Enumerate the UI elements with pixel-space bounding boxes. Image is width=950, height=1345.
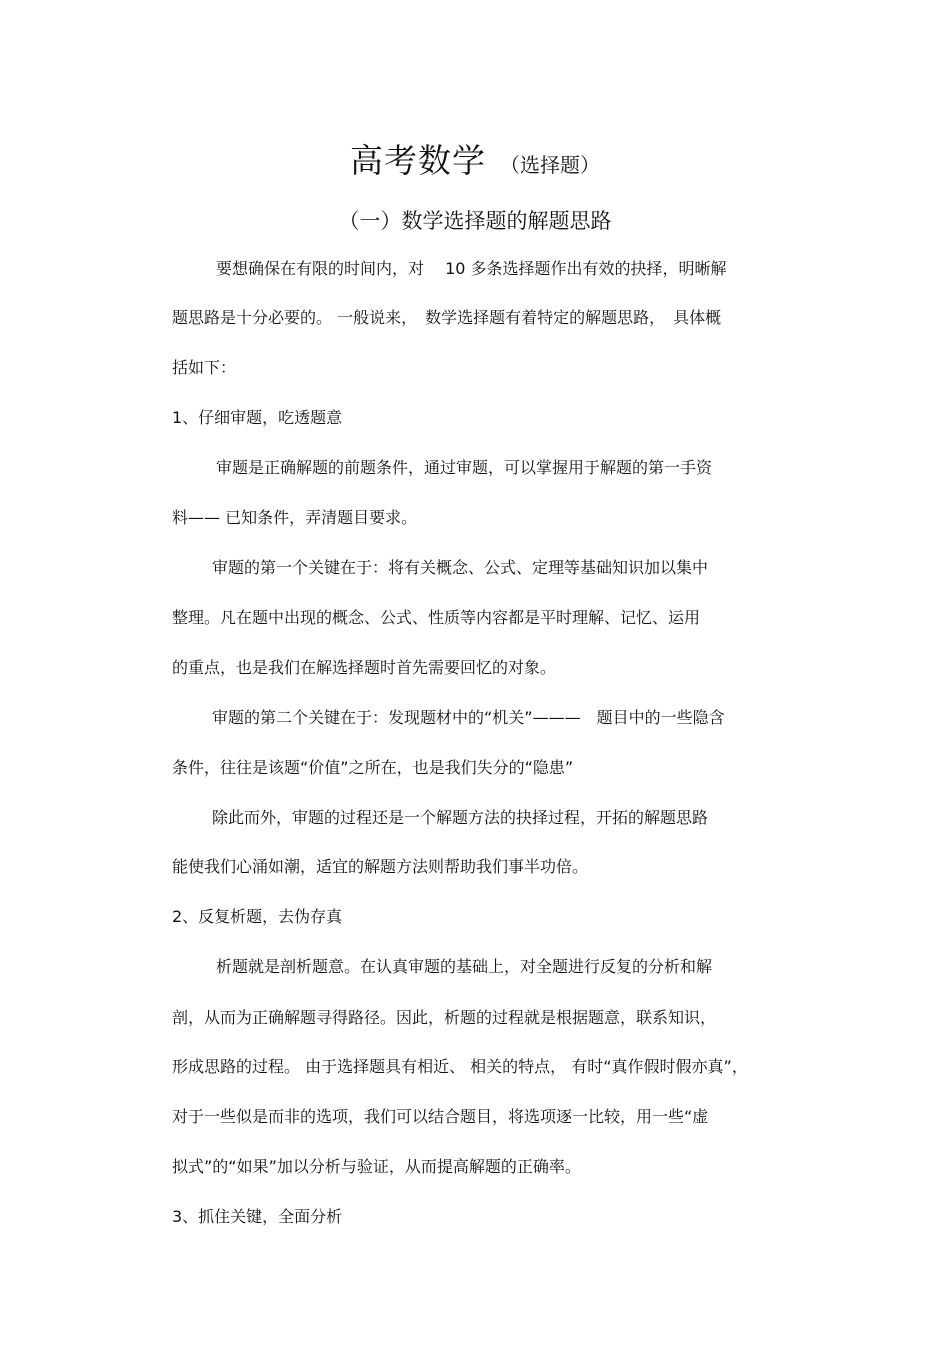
list-heading: 3、抓住关键，全面分析 (172, 1207, 343, 1226)
paragraph-line: 料—— 已知条件，弄清题目要求。 (172, 508, 418, 527)
list-heading: 2、反复析题，去伪存真 (172, 907, 343, 926)
list-heading: 1、仔细审题，吃透题意 (172, 408, 343, 427)
paragraph-line: 整理。凡在题中出现的概念、公式、性质等内容都是平时理解、记忆、运用 (172, 608, 701, 627)
title-sub: （选择题） (500, 153, 600, 177)
paragraph-line: 能使我们心涌如潮，适宜的解题方法则帮助我们事半功倍。 (172, 857, 589, 876)
page-title (0, 135, 950, 182)
paragraph-line: 剖，从而为正确解题寻得路径。因此，析题的过程就是根据题意，联系知识， (172, 1008, 717, 1027)
title-main: 高考数学 (350, 141, 486, 180)
paragraph-line: 题思路是十分必要的。 一般说来， 数学选择题有着特定的解题思路， 具体概 (172, 308, 722, 327)
paragraph-line: 形成思路的过程。 由于选择题具有相近、 相关的特点， 有时“真作假时假亦真”， (172, 1057, 748, 1076)
paragraph-line: 要想确保在有限的时间内，对 10 多条选择题作出有效的抉择，明晰解 (216, 259, 727, 278)
section-heading: （一）数学选择题的解题思路 (338, 209, 612, 233)
paragraph-line: 审题是正确解题的前题条件，通过审题，可以掌握用于解题的第一手资 (216, 458, 713, 477)
paragraph-line: 条件，往往是该题“价值”之所在，也是我们失分的“隐患” (172, 758, 574, 777)
paragraph-line: 对于一些似是而非的选项，我们可以结合题目，将选项逐一比较，用一些“虚 (172, 1107, 709, 1126)
paragraph-line: 析题就是剖析题意。在认真审题的基础上，对全题进行反复的分析和解 (216, 957, 713, 976)
paragraph-line: 审题的第二个关键在于：发现题材中的“机关”——— 题目中的一些隐含 (212, 708, 725, 727)
paragraph-line: 除此而外，审题的过程还是一个解题方法的抉择过程，开拓的解题思路 (212, 808, 709, 827)
paragraph-line: 的重点，也是我们在解选择题时首先需要回忆的对象。 (172, 658, 557, 677)
paragraph-line: 审题的第一个关键在于：将有关概念、公式、定理等基础知识加以集中 (212, 558, 709, 577)
paragraph-line: 拟式”的“如果”加以分析与验证，从而提高解题的正确率。 (172, 1157, 581, 1176)
paragraph-line: 括如下： (172, 358, 237, 377)
